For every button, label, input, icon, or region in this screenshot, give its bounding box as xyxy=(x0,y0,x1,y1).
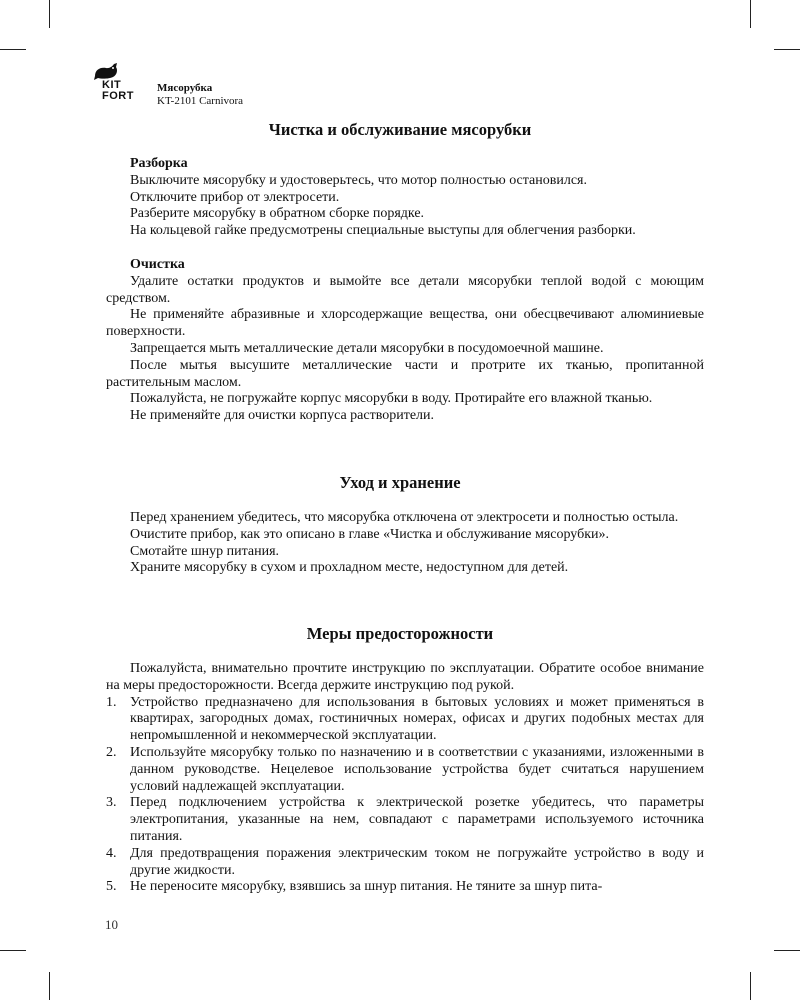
crop-mark xyxy=(774,49,800,50)
crop-mark xyxy=(49,0,50,28)
logo-text-kit: KIT xyxy=(102,79,122,91)
precaution-item xyxy=(106,879,704,896)
cleaning-paragraph: Не применяйте абразивные и хлорсодержащие вещества, они обесцвечивают алюминиевые поверхности. xyxy=(106,307,704,340)
storage-paragraph: Смотайте шнур питания. xyxy=(130,543,280,559)
crop-mark xyxy=(49,972,50,1000)
cleaning-paragraph: Не применяйте для очистки корпуса растворители. xyxy=(130,408,435,424)
disassembly-line: Разберите мясорубку в обратном сборке порядке. xyxy=(130,206,425,222)
crop-mark xyxy=(774,950,800,951)
storage-paragraph: Очистите прибор, как это описано в главе «Чистка и обслуживание мясорубки». xyxy=(130,526,610,542)
crop-mark xyxy=(0,950,26,951)
disassembly-heading: Разборка xyxy=(130,156,188,171)
item-number: 5. xyxy=(106,879,117,895)
precautions-block xyxy=(106,661,704,896)
precaution-item xyxy=(106,846,704,880)
item-text: Устройство предназначено для использования в бытовых условиях и может применяться в квартирах, загородных домах, гостиничных номерах, офисах и других подобных местах для непромышленной и некоммерческой эксплуатации. xyxy=(130,694,704,744)
storage-block xyxy=(106,510,704,577)
section-title-precautions: Меры предосторожности xyxy=(306,624,494,643)
item-text: Не переносите мясорубку, взявшись за шнур питания. Не тяните за шнур пита- xyxy=(130,879,603,895)
precaution-item xyxy=(106,745,704,795)
cleaning-heading: Очистка xyxy=(130,257,185,272)
precautions-intro: Пожалуйста, внимательно прочтите инструкцию по эксплуатации. Обратите особое внимание на меры предосторожности. Всегда держите инструкцию под рукой. xyxy=(106,661,704,693)
item-text: Используйте мясорубку только по назначению и в соответствии с указаниями, изложенными в данном руководстве. Нецелевое использование устройства будет считаться нарушением условий надлежащей эксплуатации. xyxy=(130,744,704,794)
cleaning-paragraph: Запрещается мыть металлические детали мясорубки в посудомоечной машине. xyxy=(130,340,604,356)
cleaning-paragraph: Пожалуйста, не погружайте корпус мясорубки в воду. Протирайте его влажной тканью. xyxy=(130,391,653,407)
item-number: 1. xyxy=(106,694,117,710)
item-text: Перед подключением устройства к электрической розетке убедитесь, что параметры электропитания, указанные на нем, совпадают с параметрами используемого источника питания. xyxy=(130,795,704,844)
item-text: Для предотвращения поражения электрическим током не погружайте устройство в воду и другие жидкости. xyxy=(130,845,704,878)
precaution-item xyxy=(106,695,704,745)
crop-mark xyxy=(0,49,26,50)
disassembly-line: Отключите прибор от электросети. xyxy=(130,189,340,205)
crop-mark xyxy=(750,0,751,28)
model-name: KT-2101 Carnivora xyxy=(157,95,244,107)
page-number: 10 xyxy=(105,917,118,932)
logo-text-fort: FORT xyxy=(102,90,134,102)
storage-paragraph: Храните мясорубку в сухом и прохладном месте, недоступном для детей. xyxy=(130,560,569,576)
precaution-item xyxy=(106,795,704,845)
disassembly-line: Выключите мясорубку и удостоверьтесь, что мотор полностью остановился. xyxy=(130,172,587,188)
disassembly-block xyxy=(106,156,704,240)
section-title-cleaning: Чистка и обслуживание мясорубки xyxy=(268,120,532,139)
item-number: 2. xyxy=(106,744,117,760)
item-number: 4. xyxy=(106,845,117,861)
section-title-storage: Уход и хранение xyxy=(339,473,461,492)
storage-paragraph: Перед хранением убедитесь, что мясорубка отключена от электросети и полностью остыла. xyxy=(130,510,679,525)
cleaning-paragraph: Удалите остатки продуктов и вымойте все детали мясорубки теплой водой с моющим средством. xyxy=(106,273,704,306)
product-name: Мясорубка xyxy=(157,82,213,94)
crop-mark xyxy=(750,972,751,1000)
brand-logo xyxy=(87,62,147,106)
item-number: 3. xyxy=(106,795,117,811)
cleaning-paragraph: После мытья высушите металлические части и протрите их тканью, пропитанной растительным маслом. xyxy=(106,357,704,390)
cleaning-block xyxy=(106,257,704,425)
disassembly-line: На кольцевой гайке предусмотрены специальные выступы для облегчения разборки. xyxy=(130,223,636,239)
running-header xyxy=(157,82,243,108)
